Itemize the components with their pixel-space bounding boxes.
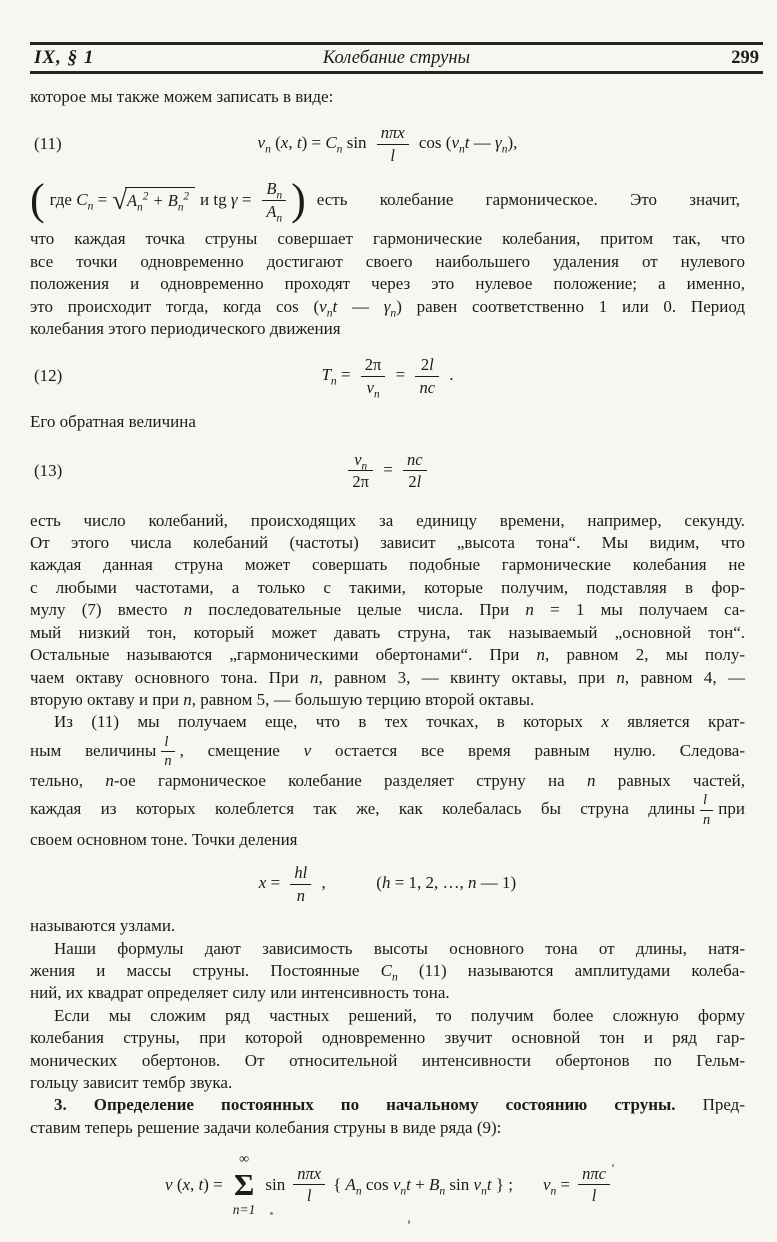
math-text: = [383,459,393,479]
formula-label: (13) [34,460,63,480]
text-line: с любыми частотами, а только с такими, которые получим, подставляя в фор- [30,577,745,597]
text-segment: при [718,799,745,819]
fraction-numerator: nπx [293,1164,325,1185]
fraction-denominator: $\nu_n$ [366,377,380,401]
text-line: все точки одновременно достигают своего наибольшего удаления от нулевого [30,251,745,271]
running-title: Колебание струны [322,47,471,68]
text-line: вторую октаву и при n, равном 5, — большую терцию второй октавы. [30,689,535,709]
scan-speck [270,1212,273,1215]
big-close-paren: ) [291,175,306,225]
text-line: гольцу зависит тембр звука. [30,1073,233,1092]
formula-where-remark [30,175,745,225]
math-text: x = [258,873,281,893]
math-text: где $C_n$ = [49,190,108,213]
text-line: что каждая точка струны совершает гармонические колебания, притом так, что [30,229,745,249]
book-page [0,42,777,1242]
fraction-numerator: hl [290,863,311,884]
inline-fraction [700,792,713,828]
fraction-denominator: n [296,885,305,905]
fraction-numerator: l [700,792,713,811]
fraction-numerator: $B_n$ [262,179,286,200]
text-line: которое мы также можем записать в виде: [30,87,334,106]
fraction-denominator: n [703,812,711,829]
text-line: своем основном тоне. Точки деления [30,829,298,849]
fraction [348,450,373,492]
fraction-denominator: nc [419,377,436,397]
formula-nodes [30,863,745,905]
fraction [290,863,311,905]
text-line: есть число колебаний, происходящих за единицу времени, например, секунду. [30,510,745,530]
formula-11-math [258,123,518,165]
formula-label: (12) [34,366,63,386]
math-text: v (x, t) = [165,1174,223,1194]
math-text: $\cos (\nu_nt$ — $\gamma_n$), [418,133,518,156]
formula-13 [30,450,745,492]
fraction-denominator: $A_n$ [266,201,283,225]
section-heading-line [30,1094,745,1116]
page-body [30,86,745,1217]
math-text: $\nu_n$ = [542,1174,571,1198]
sigma-symbol: Σ [233,1167,255,1203]
math-text: $T_n$ = [321,365,351,388]
text-line: есть колебание гармоническое. Это значит, [316,190,740,210]
scan-speck [612,1164,614,1167]
text-line: чаем октаву основного тона. При n, равном 3, — квинту октавы, при n, равном 4, — [30,667,746,687]
text-line: жения и массы струны. Постоянные $C_n$ (11) называются амплитудами колеба- [30,960,745,984]
math-text: , [321,873,326,893]
text-segment: , смещение v остается все время равным нулю. Следова- [179,740,745,760]
fraction [403,450,427,492]
text-line: ставим теперь решение задачи колебания струны в виде ряда (9): [30,1117,502,1137]
fraction-numerator: 2l [415,355,439,376]
fraction-denominator: l [390,145,396,165]
formula-label: (11) [34,134,62,154]
text-line: Из (11) мы получаем еще, что в тех точках, в которых x является крат- [54,712,745,732]
section-heading: 3. Определение постоянных по начальному состоянию струны. [54,1095,676,1115]
fraction [415,355,439,397]
math-text: = [395,365,406,385]
fraction-numerator: l [161,734,174,753]
text-line: ний, их квадрат определяет силу или интенсивность тона. [30,983,450,1003]
scan-speck [408,1220,410,1224]
formula-13-math [342,450,432,492]
fraction [377,123,409,165]
text-line: это происходит тогда, когда $\cos (\nu_nt$ — $\gamma_n$) равен соответственно 1 или 0. Период [30,296,746,319]
fraction-numerator: nc [403,450,427,471]
fraction-numerator: nπx [377,123,409,144]
text-line-with-fraction [30,792,745,828]
formula-12-math [321,355,454,401]
page-number: 299 [731,47,759,68]
math-text: { $A_n$ $\cos \nu_nt + B_n$ $\sin \nu_nt$ } ; [333,1174,513,1198]
formula-nodes-math [259,863,516,905]
fraction-denominator: 2π [352,472,369,492]
formula-11 [30,123,745,165]
fraction-denominator: l [591,1186,597,1206]
formula-12 [30,355,745,401]
sum-lower-limit: n=1 [232,1202,256,1218]
text-segment: каждая из которых колеблется так же, как колебалась бы струна длины [30,799,696,819]
fraction-denominator: l [306,1186,312,1206]
big-open-paren: ( [30,175,45,225]
text-segment: ным величины [30,740,157,760]
radicand: $A_n^2 + B_n^2$ [125,187,195,211]
inline-fraction [161,734,174,770]
running-head [30,42,763,74]
text-line: От этого числа колебаний (частоты) зависит „высота тона“. Мы видим, что [30,533,745,553]
text-line: мый низкий тон, который может давать струна, так называемый „основной тон“. [30,622,745,642]
math-text: . [449,365,454,385]
fraction-denominator: n [164,753,172,770]
fraction [262,179,286,225]
text-line: колебания струны, при которой одновременно звучит основной тон и ряд гар- [30,1028,745,1048]
text-line-with-fraction [30,734,745,770]
fraction [361,355,386,401]
text-line: Его обратная величина [30,412,196,432]
fraction-numerator: $\nu_n$ [348,450,373,471]
formula-series [30,1153,745,1217]
text-line: каждая данная струна может совершать подобные гармонические колебания не [30,555,745,575]
fraction-numerator: nπc [578,1164,610,1185]
text-line: Наши формулы дают зависимость высоты основного тона от длины, натя- [54,938,745,958]
text-line: Остальные называются „гармоническими обертонами“. При n, равном 2, мы полу- [30,645,746,665]
text-line: тельно, n-ое гармоническое колебание разделяет струну на n равных частей, [30,771,745,791]
fraction-numerator: 2π [361,355,386,376]
text-line: Если мы сложим ряд частных решений, то получим более сложную форму [54,1005,745,1025]
chapter-section-ref: IX, § 1 [34,47,95,68]
math-text: $v_n$ (x, $t) = C_n$ sin [257,133,367,156]
sum-upper-limit: ∞ [239,1152,250,1168]
text-line: называются узлами. [30,916,176,936]
fraction-denominator: 2l [408,472,422,492]
text-line: положения и одновременно проходят через это нулевое положение; а именно, [30,274,745,294]
summation [233,1153,256,1217]
radical-sign: √ [112,184,128,215]
math-text: и tg γ = [200,190,252,210]
math-condition: (h = 1, 2, …, n — 1) [376,873,517,893]
text-line: колебания этого периодического движения [30,318,341,338]
square-root [112,184,195,215]
text-line: монических обертонов. От относительной интенсивности обертонов по Гельм- [30,1050,745,1070]
text-segment: Пред- [702,1095,745,1115]
text-line: мулу (7) вместо n последовательные целые числа. При n = 1 мы получаем са- [30,600,745,620]
math-text: sin [265,1174,286,1194]
